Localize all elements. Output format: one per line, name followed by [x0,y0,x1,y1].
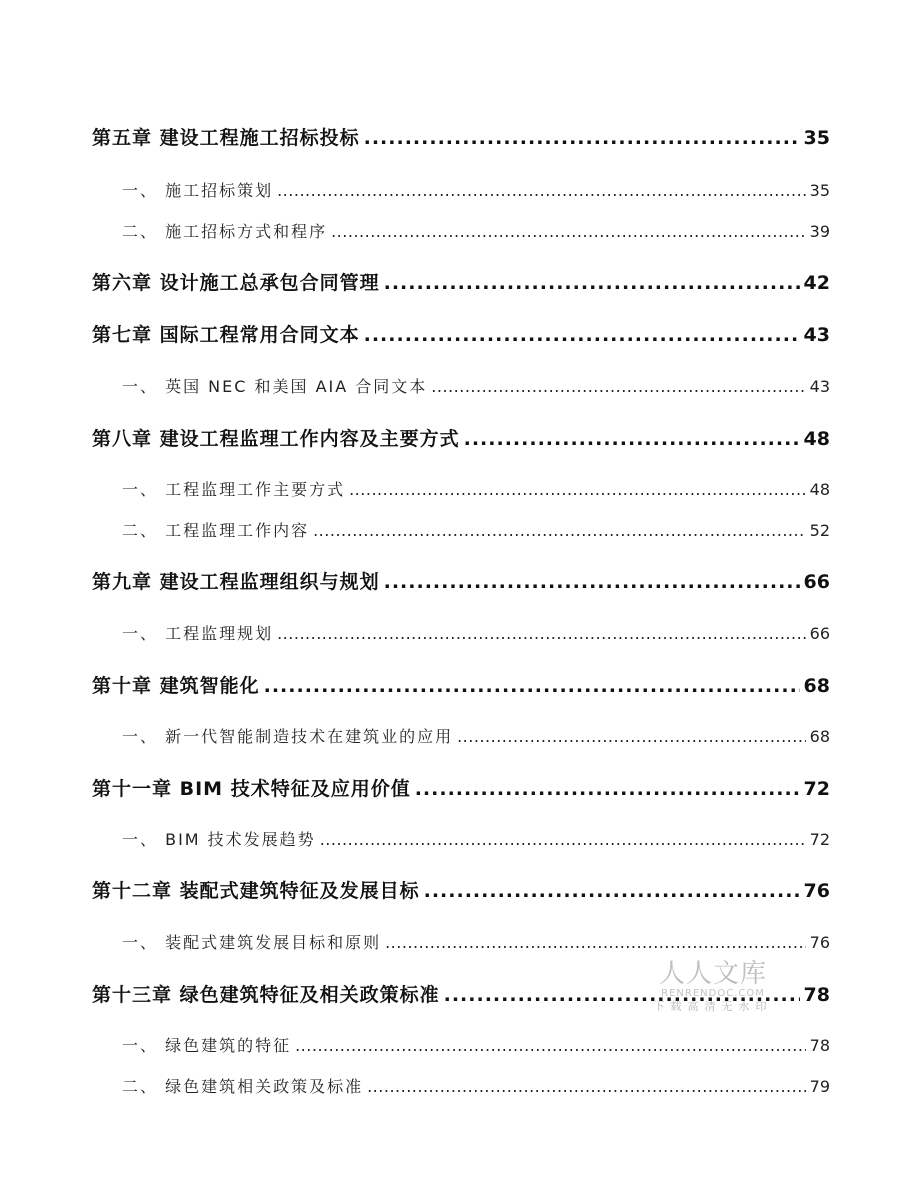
toc-entry-page-number: 78 [803,984,830,1006]
toc-entry-section[interactable] [92,724,830,747]
toc-entry-title: 第八章 建设工程监理工作内容及主要方式 [92,428,460,450]
toc-entry-chapter-9[interactable] [92,567,830,594]
toc-entry-title: 一、 装配式建筑发展目标和原则 [122,933,382,952]
toc-entry-page-number: 76 [803,880,830,902]
toc-entry-chapter-7[interactable] [92,320,830,347]
toc-entry-title: 一、 绿色建筑的特征 [122,1036,292,1055]
toc-entry-title: 第六章 设计施工总承包合同管理 [92,272,380,294]
toc-dot-leader [277,181,806,200]
toc-entry-section[interactable] [92,1033,830,1056]
toc-entry-page-number: 43 [809,377,830,396]
toc-entry-title: 第十一章 BIM 技术特征及应用价值 [92,778,411,800]
toc-entry-title: 二、 施工招标方式和程序 [122,222,328,241]
toc-entry-section[interactable] [92,1074,830,1097]
toc-entry-page-number: 39 [809,222,830,241]
toc-entry-title: 一、 施工招标策划 [122,181,274,200]
toc-dot-leader [313,521,806,540]
toc-entry-page-number: 66 [809,624,830,643]
toc-dot-leader [457,727,806,746]
toc-dot-leader [464,428,800,450]
toc-dot-leader [431,377,805,396]
toc-entry-page-number: 78 [809,1036,830,1055]
toc-entry-page-number: 66 [803,571,830,593]
toc-entry-title: 第九章 建设工程监理组织与规划 [92,571,380,593]
toc-entry-page-number: 42 [803,272,830,294]
toc-entry-page-number: 76 [809,933,830,952]
watermark-subtitle: 下载高清无水印 [653,1000,773,1013]
toc-entry-section[interactable] [92,219,830,242]
toc-dot-leader [367,1077,806,1096]
toc-entry-title: 二、 工程监理工作内容 [122,521,310,540]
toc-entry-page-number: 48 [803,428,830,450]
toc-entry-title: 第十章 建筑智能化 [92,675,260,697]
toc-entry-page-number: 52 [809,521,830,540]
toc-entry-title: 一、 BIM 技术发展趋势 [122,830,316,849]
toc-dot-leader [415,778,800,800]
toc-dot-leader [320,830,806,849]
toc-dot-leader [295,1036,806,1055]
toc-entry-chapter-12[interactable] [92,876,830,903]
toc-entry-page-number: 79 [809,1077,830,1096]
toc-entry-title: 一、 工程监理工作主要方式 [122,480,346,499]
toc-entry-page-number: 35 [809,181,830,200]
toc-entry-section[interactable] [92,518,830,541]
toc-entry-page-number: 72 [803,778,830,800]
toc-entry-title: 一、 工程监理规划 [122,624,274,643]
toc-entry-section[interactable] [92,374,830,397]
toc-entry-page-number: 68 [803,675,830,697]
toc-entry-section[interactable] [92,178,830,201]
toc-entry-chapter-13[interactable] [92,980,830,1007]
toc-entry-chapter-10[interactable] [92,671,830,698]
toc-dot-leader [444,984,800,1006]
toc-entry-section[interactable] [92,477,830,500]
toc-dot-leader [364,324,800,346]
toc-entry-title: 一、 英国 NEC 和美国 AIA 合同文本 [122,377,428,396]
toc-dot-leader [264,675,800,697]
toc-entry-title: 第十二章 装配式建筑特征及发展目标 [92,880,420,902]
toc-entry-chapter-11[interactable] [92,774,830,801]
toc-entry-section[interactable] [92,930,830,953]
watermark-domain: RENRENDOC.COM [661,988,765,999]
toc-entry-section[interactable] [92,827,830,850]
toc-entry-page-number: 72 [809,830,830,849]
toc-dot-leader [424,880,800,902]
toc-entry-chapter-6[interactable] [92,268,830,295]
toc-entry-page-number: 35 [803,127,830,149]
toc-dot-leader [277,624,806,643]
toc-entry-page-number: 68 [809,727,830,746]
toc-entry-title: 第七章 国际工程常用合同文本 [92,324,360,346]
toc-entry-title: 二、 绿色建筑相关政策及标准 [122,1077,364,1096]
toc-entry-title: 第五章 建设工程施工招标投标 [92,127,360,149]
toc-entry-chapter-5[interactable] [92,123,830,150]
watermark-title: 人人文库 [658,959,767,989]
toc-entry-page-number: 43 [803,324,830,346]
toc-dot-leader [331,222,806,241]
toc-dot-leader [384,571,800,593]
toc-entry-page-number: 48 [809,480,830,499]
toc-entry-title: 第十三章 绿色建筑特征及相关政策标准 [92,984,440,1006]
toc-entry-section[interactable] [92,621,830,644]
toc-entry-chapter-8[interactable] [92,424,830,451]
toc-dot-leader [385,933,806,952]
toc-dot-leader [364,127,800,149]
toc-entry-title: 一、 新一代智能制造技术在建筑业的应用 [122,727,454,746]
toc-dot-leader [349,480,806,499]
toc-dot-leader [384,272,800,294]
